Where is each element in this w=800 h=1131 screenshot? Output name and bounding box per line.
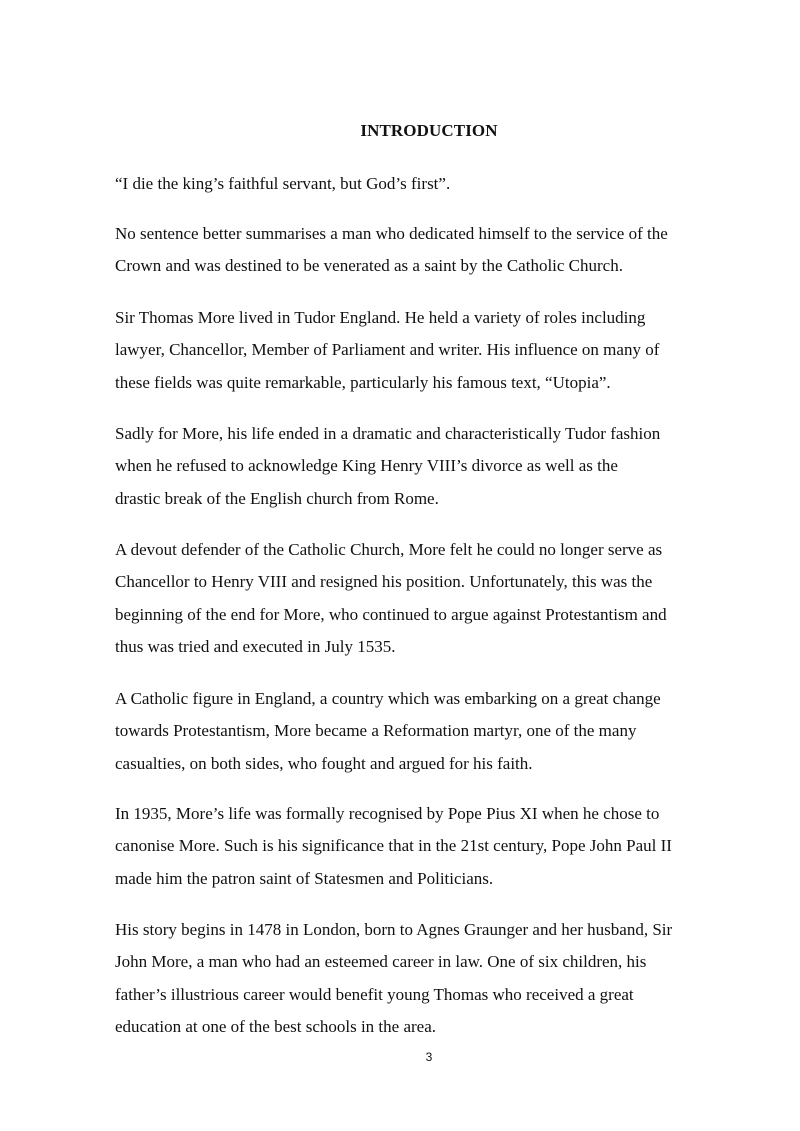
paragraph-summary bbox=[115, 218, 740, 283]
paragraph-line: towards Protestantism, More became a Reformation martyr, one of the many bbox=[115, 721, 637, 741]
paragraph-line: drastic break of the English church from Rome. bbox=[115, 488, 439, 508]
paragraph-line: Crown and was destined to be venerated as a saint by the Catholic Church. bbox=[115, 256, 623, 276]
paragraph-line: No sentence better summarises a man who dedicated himself to the service of the bbox=[115, 224, 668, 243]
paragraph-line: “I die the king’s faithful servant, but God’s first”. bbox=[115, 174, 451, 193]
paragraph-line: thus was tried and executed in July 1535. bbox=[115, 636, 396, 656]
page-number: 3 bbox=[425, 1050, 433, 1064]
paragraph-line: these fields was quite remarkable, particularly his famous text, “Utopia”. bbox=[115, 372, 611, 392]
page-title: INTRODUCTION bbox=[360, 121, 498, 140]
paragraph-line: His story begins in 1478 in London, born to Agnes Graunger and her husband, Sir bbox=[115, 920, 673, 939]
paragraph-line: Sir Thomas More lived in Tudor England. He held a variety of roles including bbox=[115, 308, 646, 327]
paragraph-line: canonise More. Such is his significance that in the 21st century, Pope John Paul II bbox=[115, 836, 672, 856]
paragraph-line: father’s illustrious career would benefit young Thomas who received a great bbox=[115, 984, 634, 1004]
paragraph-resignation bbox=[115, 534, 740, 663]
paragraph-line: A Catholic figure in England, a country which was embarking on a great change bbox=[115, 689, 661, 708]
paragraph-line: John More, a man who had an esteemed career in law. One of six children, his bbox=[115, 952, 647, 972]
paragraph-line: beginning of the end for More, who continued to argue against Protestantism and bbox=[115, 604, 667, 624]
paragraph-line: casualties, on both sides, who fought and argued for his faith. bbox=[115, 753, 533, 773]
paragraph-martyr bbox=[115, 683, 740, 780]
paragraph-quote bbox=[115, 168, 740, 200]
paragraph-line: In 1935, More’s life was formally recognised by Pope Pius XI when he chose to bbox=[115, 804, 660, 823]
paragraph-roles bbox=[115, 302, 740, 399]
paragraph-early-life bbox=[115, 914, 740, 1043]
paragraph-line: lawyer, Chancellor, Member of Parliament and writer. His influence on many of bbox=[115, 340, 660, 360]
paragraph-line: when he refused to acknowledge King Henry VIII’s divorce as well as the bbox=[115, 456, 618, 476]
paragraph-line: Chancellor to Henry VIII and resigned his position. Unfortunately, this was the bbox=[115, 572, 653, 592]
paragraph-canonisation bbox=[115, 798, 740, 895]
paragraph-line: A devout defender of the Catholic Church, More felt he could no longer serve as bbox=[115, 540, 663, 559]
paragraph-line: made him the patron saint of Statesmen and Politicians. bbox=[115, 868, 494, 888]
paragraph-downfall bbox=[115, 418, 740, 515]
paragraph-line: education at one of the best schools in the area. bbox=[115, 1016, 436, 1036]
paragraph-line: Sadly for More, his life ended in a dramatic and characteristically Tudor fashion bbox=[115, 424, 661, 443]
